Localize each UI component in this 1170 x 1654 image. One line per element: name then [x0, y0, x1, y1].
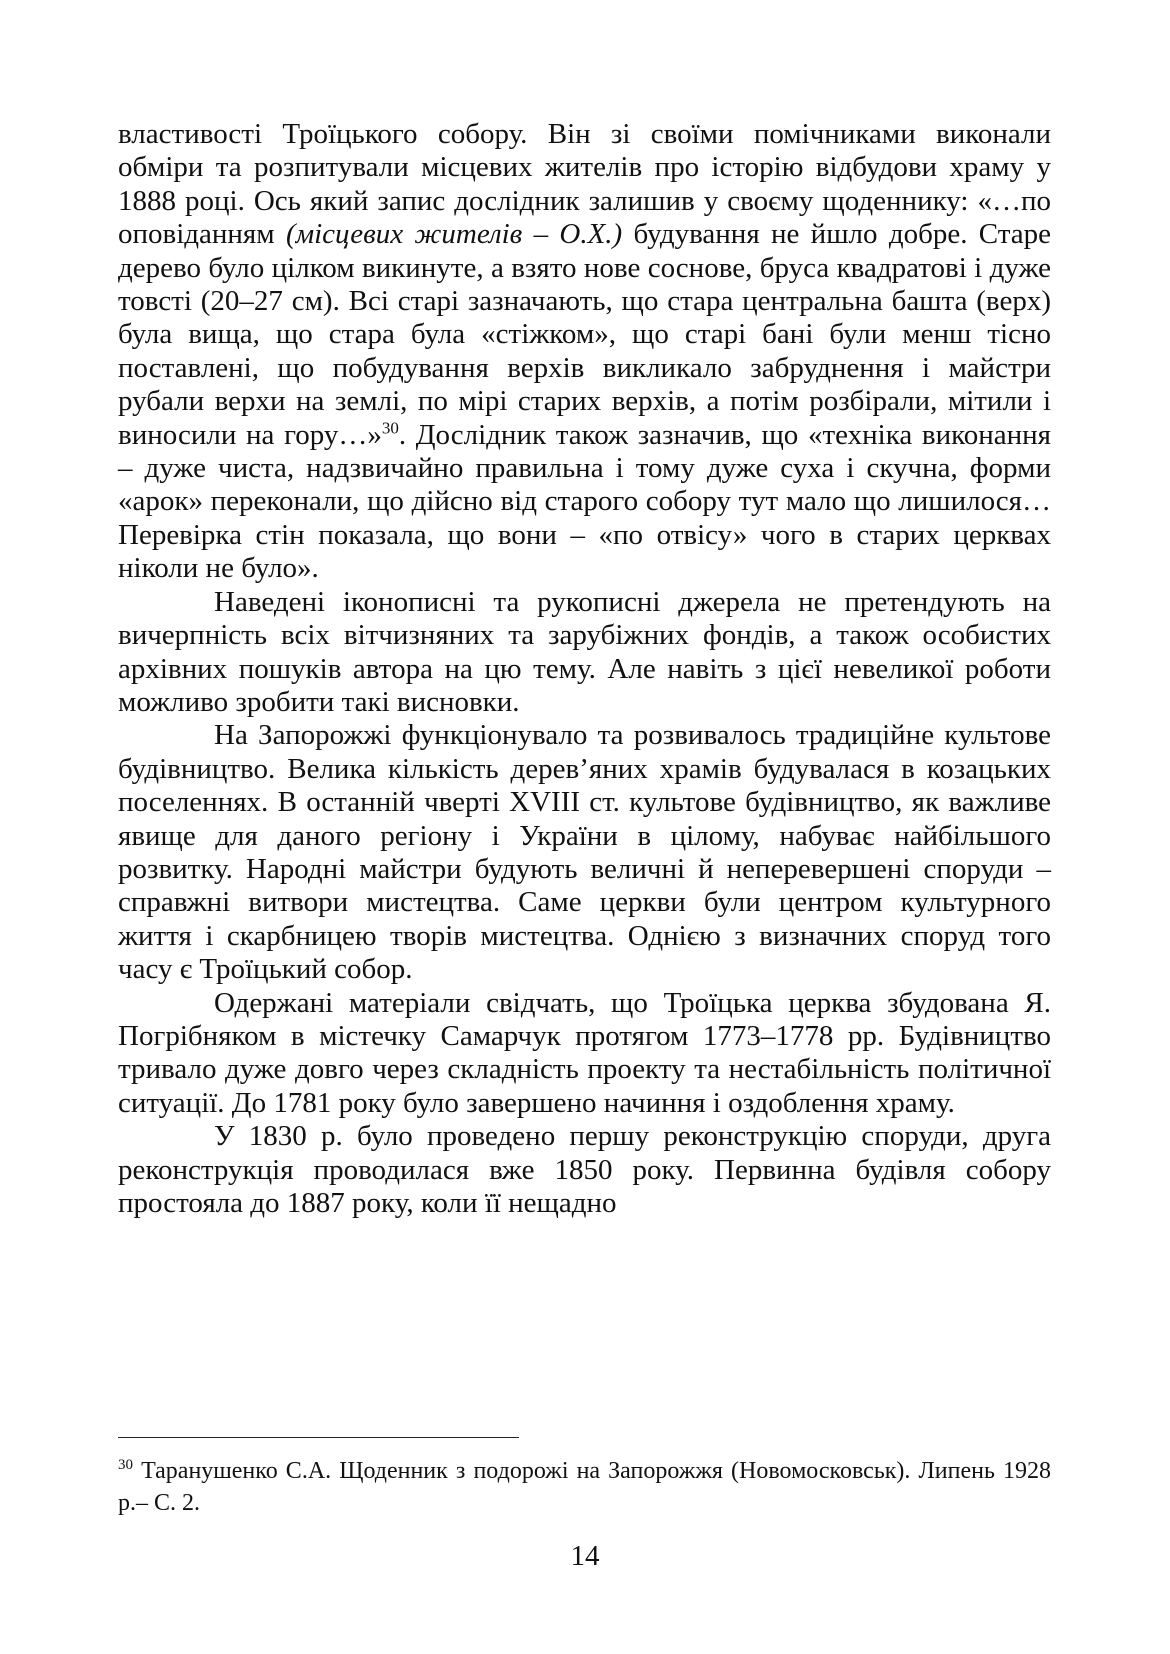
paragraph-2: Наведені іконописні та рукописні джерела не претендують на вичерпність всіх вітчизняних та зарубіжних фондів, а також особистих архівних пошуків автора на цю тему. Але навіть з цієї невеликої роботи можливо зробити такі висновки.	[118, 585, 1051, 718]
paragraph-1-part-a: властивості Троїцького собору. Він зі своїми помічниками виконали обміри та розпитували місцевих жителів про історію відбудови храму у 1888 році. Ось який запис дослідник залишив у своєму щоденнику: «…по оповіданням	[118, 118, 1051, 251]
paragraph-1-editor-note: (місцевих жителів – О.Х.)	[285, 218, 623, 251]
page-body	[118, 118, 1051, 1220]
footnote	[118, 1455, 1051, 1519]
paragraph-5: У 1830 р. було проведено першу реконструкцію споруди, друга реконструкція проводилася вже 1850 року. Первинна будівля собору простояла до 1887 року, коли її нещадно	[118, 1120, 1051, 1219]
paragraph-3: На Запорожжі функціонувало та розвивалось традиційне культове будівництво. Велика кількість дерев’яних храмів будувалася в козацьких поселеннях. В останній чверті XVIII ст. культове будівництво, як важливе явище для даного регіону і України в цілому, набуває найбільшого розвитку. Народні майстри будують величні й неперевершені споруди – справжні витвори мистецтва. Саме церкви були центром культурного життя і скарбницею творів мистецтва. Однією з визначних споруд того часу є Троїцький собор.	[118, 719, 1051, 986]
footnote-text: Таранушенко С.А. Щоденник з подорожі на Запорожжя (Новомосковськ). Липень 1928 р.– С. 2.	[118, 1458, 1051, 1516]
paragraph-1	[118, 118, 1051, 586]
page-number: 14	[570, 1540, 600, 1572]
paragraph-4: Одержані матеріали свідчать, що Троїцька церква збудована Я. Погрібняком в містечку Самарчук протягом 1773–1778 рр. Будівництво тривало дуже довго через складність проекту та нестабільність політичної ситуації. До 1781 року було завершено начиння і оздоблення храму.	[118, 986, 1051, 1119]
paragraph-1-part-c: будування не йшло добре. Старе дерево було цілком викинуте, а взято нове соснове, бруса квадратові і дуже товсті (20–27 см). Всі старі зазначають, що стара центральна башта (верх) була вища, що стара була «стіжком», що старі бані були менш тісно поставлені, що побудування верхів викликало забруднення і майстри рубали верхи на землі, по мірі старих верхів, а потім розбірали, мітили і виносили на гору…»	[118, 218, 1051, 451]
footnote-divider	[118, 1437, 519, 1438]
footnote-reference[interactable]: 30	[381, 418, 399, 437]
footnote-number: 30	[118, 1457, 133, 1473]
paragraph-1-part-d: . Дослідник також зазначив, що «техніка виконання – дуже чиста, надзвичайно правильна і тому дуже суха і скучна, форми «арок» переконали, що дійсно від старого собору тут мало що лишилося… Перевірка стін показала, що вони – «по отвісу» чого в старих церквах ніколи не було».	[118, 418, 1051, 585]
